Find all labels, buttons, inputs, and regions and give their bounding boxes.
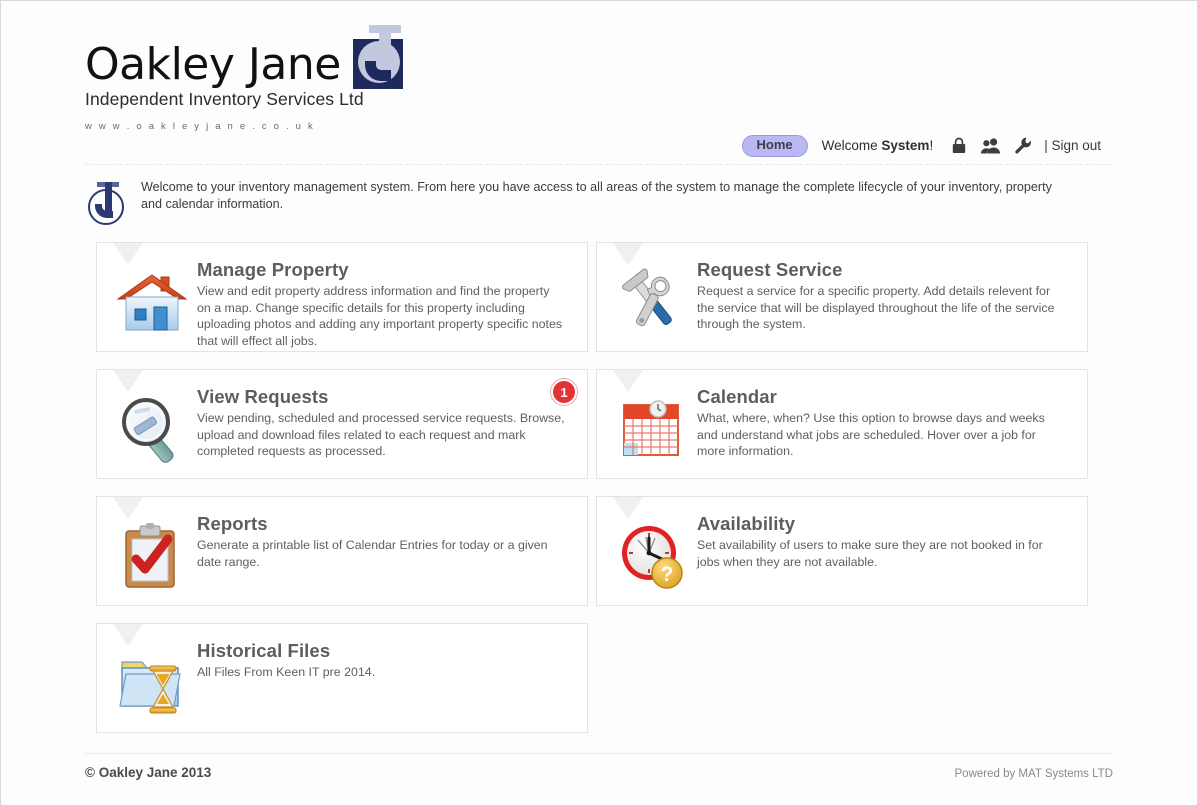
brand-name: Oakley Jane [85, 39, 341, 90]
card-view-requests[interactable] [96, 369, 588, 479]
page-header [1, 1, 1197, 167]
card-title: Request Service [697, 259, 843, 280]
magnifier-icon [113, 390, 191, 468]
card-description: View and edit property address information and find the property on a map. Change specific details for this property including uploading photos and adding any important property specific notes that will effect all jobs. [197, 284, 563, 348]
nav-icon-group [951, 137, 1032, 154]
dashboard-card-grid [96, 242, 1089, 733]
brand-website: w w w . o a k l e y j a n e . c o . u k [85, 121, 315, 132]
header-divider [85, 164, 1113, 165]
welcome-prefix: Welcome [821, 138, 882, 154]
card-calendar[interactable] [596, 369, 1088, 479]
calendar-icon [613, 390, 691, 468]
page-footer [85, 765, 1113, 780]
welcome-username: System [881, 138, 930, 154]
card-historical-files[interactable] [96, 623, 588, 733]
house-icon [113, 263, 191, 341]
copyright-text: © Oakley Jane 2013 [85, 765, 212, 780]
card-description: Generate a printable list of Calendar Entries for today or a given date range. [197, 538, 548, 569]
card-title: Reports [197, 513, 268, 534]
card-description: What, where, when? Use this option to browse days and weeks and understand what jobs are scheduled. Hover over a job for more information. [697, 411, 1045, 459]
users-icon[interactable] [981, 137, 1001, 154]
footer-divider [85, 753, 1113, 754]
wrench-icon[interactable] [1015, 137, 1032, 154]
nav-home-button[interactable]: Home [742, 135, 808, 157]
top-navigation [742, 135, 1102, 157]
card-reports[interactable] [96, 496, 588, 606]
card-description: Request a service for a specific property. Add details relevent for the service that will be displayed throughout the life of the service through the system. [697, 284, 1055, 332]
brand-logo[interactable] [85, 15, 425, 132]
tools-icon [613, 263, 691, 341]
card-title: View Requests [197, 386, 329, 407]
card-manage-property[interactable] [96, 242, 588, 352]
card-availability[interactable] [596, 496, 1088, 606]
card-description: Set availability of users to make sure they are not booked in for jobs when they are not available. [697, 538, 1043, 569]
lock-icon[interactable] [951, 137, 967, 154]
folder-hourglass-icon [113, 644, 191, 722]
card-title: Historical Files [197, 640, 331, 661]
sign-out-link[interactable]: | Sign out [1044, 138, 1101, 154]
card-request-service[interactable] [596, 242, 1088, 352]
intro-banner [85, 179, 1113, 226]
card-title: Manage Property [197, 259, 349, 280]
oakley-jane-j-monogram-icon [347, 25, 409, 91]
logo-row [85, 15, 425, 90]
brand-tagline: Independent Inventory Services Ltd [85, 89, 364, 109]
clock-question-icon [613, 517, 691, 595]
welcome-message [822, 138, 934, 153]
svg-text:?: ? [660, 563, 674, 586]
card-description: View pending, scheduled and processed service requests. Browse, upload and download files related to each request and mark completed requests as processed. [197, 411, 565, 459]
intro-text: Welcome to your inventory management system. From here you have access to all areas of the system to manage the complete lifecycle of your inventory, property and calendar information. [141, 180, 1052, 212]
card-description: All Files From Keen IT pre 2014. [197, 665, 376, 680]
powered-by-text: Powered by MAT Systems LTD [954, 768, 1113, 780]
card-title: Availability [697, 513, 796, 534]
clipboard-check-icon [113, 517, 191, 595]
status-badge: 1 [551, 379, 577, 405]
welcome-suffix: ! [929, 138, 934, 154]
oakley-jane-j-monogram-icon-small [85, 182, 127, 226]
card-title: Calendar [697, 386, 777, 407]
